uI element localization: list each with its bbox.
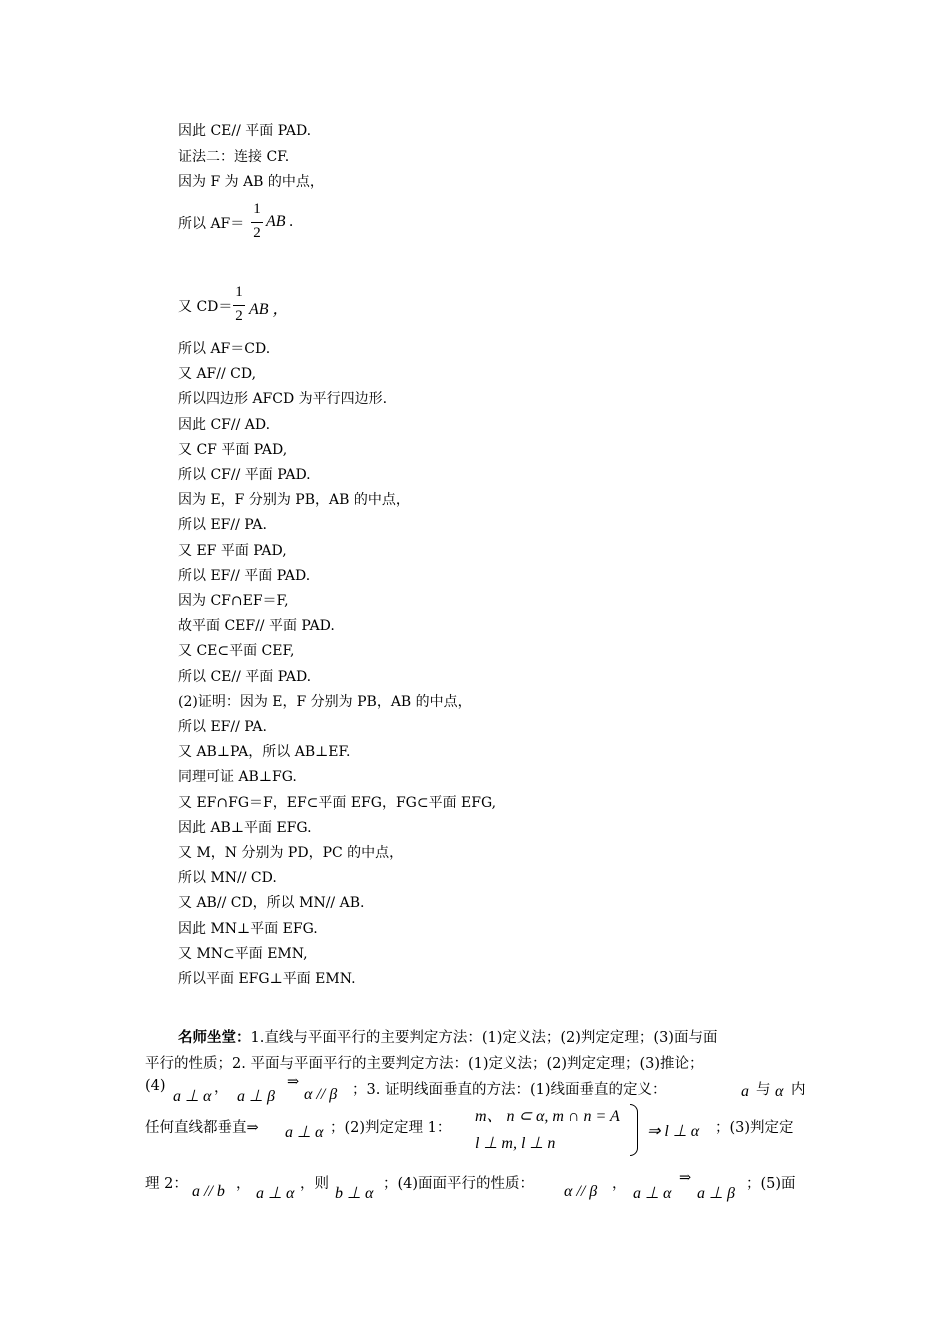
- proof-line: 所以 CE// 平面 PAD.: [178, 669, 312, 685]
- fraction-bar: [251, 222, 263, 223]
- implies-symbol: ⇒: [679, 1170, 692, 1186]
- comma: ，: [214, 1080, 229, 1096]
- summary-line-5-then: ，则: [300, 1176, 329, 1192]
- proof-line: 又 AB⊥PA，所以 AB⊥EF.: [178, 744, 351, 760]
- proof-line: 因此 AB⊥平面 EFG.: [178, 820, 312, 836]
- proof-line: 因为 CF∩EF＝F,: [178, 593, 289, 609]
- implies-symbol: ⇒: [287, 1074, 300, 1090]
- summary-text: 1.直线与平面平行的主要判定方法：(1)定义法；(2)判定定理；(3)面与面: [250, 1030, 718, 1046]
- proof-line: 因此 CF// AD.: [178, 417, 271, 433]
- fraction-suffix: AB .: [266, 213, 294, 230]
- math-a-perp-beta: a ⊥ β: [697, 1185, 735, 1202]
- summary-line-3-nei: 内: [791, 1082, 806, 1098]
- math-a-perp-beta: a ⊥ β: [237, 1088, 275, 1105]
- proof-line: 又 EF∩FG＝F，EF⊂平面 EFG，FG⊂平面 EFG,: [178, 795, 497, 811]
- summary-heading: 名师坐堂：: [178, 1029, 251, 1046]
- proof-line: 又 AF// CD,: [178, 366, 257, 382]
- fraction-numerator: 1: [253, 201, 261, 217]
- comma: ，: [612, 1176, 627, 1192]
- system-condition-top: m、 n ⊂ α, m ∩ n = A: [475, 1108, 620, 1125]
- proof-line: 又 EF 平面 PAD,: [178, 543, 287, 559]
- math-a-perp-alpha: a ⊥ α: [633, 1185, 672, 1202]
- comma: ，: [236, 1176, 251, 1192]
- system-condition-bottom: l ⊥ m, l ⊥ n: [475, 1135, 556, 1152]
- proof-line: 所以 EF// PA.: [178, 517, 267, 533]
- summary-line-5-start: 理 2：: [145, 1176, 188, 1192]
- proof-line: 证法二：连接 CF.: [178, 149, 290, 165]
- proof-line: 因此 CE// 平面 PAD.: [178, 123, 312, 139]
- proof-line: 所以 EF// PA.: [178, 719, 267, 735]
- math-a-perp-alpha: a ⊥ α: [285, 1124, 324, 1141]
- summary-line-3-start: (4): [145, 1078, 166, 1094]
- math-alpha: α: [775, 1083, 784, 1100]
- summary-line-5-property: ；(4)面面平行的性质：: [383, 1176, 535, 1192]
- summary-line-2: 平行的性质；2. 平面与平面平行的主要判定方法：(1)定义法；(2)判定定理；(3)推论；: [145, 1056, 704, 1072]
- fraction-denominator: 2: [235, 308, 243, 324]
- fraction-bar: [233, 305, 245, 306]
- proof-line: 因此 MN⊥平面 EFG.: [178, 921, 318, 937]
- proof-line: 又 AB// CD，所以 MN// AB.: [178, 895, 365, 911]
- proof-line: 因为 E，F 分别为 PB，AB 的中点，: [178, 492, 410, 508]
- fraction-suffix: AB ，: [249, 301, 289, 318]
- fraction-denominator: 2: [253, 225, 261, 241]
- proof-line: 所以四边形 AFCD 为平行四边形.: [178, 391, 388, 407]
- fraction-line-prefix: 又 CD＝: [178, 299, 233, 315]
- math-a: a: [741, 1083, 749, 1100]
- math-alpha-parallel-beta: α // β: [304, 1086, 338, 1103]
- math-a-parallel-b: a // b: [192, 1183, 225, 1200]
- proof-line: 所以 CF// 平面 PAD.: [178, 467, 311, 483]
- proof-line: 又 MN⊂平面 EMN,: [178, 946, 308, 962]
- summary-line-3-yu: 与: [756, 1082, 771, 1098]
- proof-line: 又 M，N 分别为 PD，PC 的中点，: [178, 845, 404, 861]
- right-brace: [630, 1104, 638, 1156]
- math-alpha-parallel-beta: α // β: [564, 1183, 598, 1200]
- proof-line: 又 CF 平面 PAD,: [178, 442, 288, 458]
- fraction-line-prefix: 所以 AF＝: [178, 216, 245, 232]
- proof-line: 故平面 CEF// 平面 PAD.: [178, 618, 335, 634]
- proof-line: 所以 AF＝CD.: [178, 341, 271, 357]
- math-l-perp-alpha: ⇒ l ⊥ α: [647, 1123, 700, 1140]
- math-a-perp-alpha: a ⊥ α: [173, 1088, 212, 1105]
- summary-line-5-end: ；(5)面: [746, 1176, 796, 1192]
- proof-line: 又 CE⊂平面 CEF,: [178, 643, 295, 659]
- proof-line: 所以 EF// 平面 PAD.: [178, 568, 311, 584]
- summary-line-4-start: 任何直线都垂直⇒: [145, 1120, 259, 1136]
- math-a-perp-alpha: a ⊥ α: [256, 1185, 295, 1202]
- proof-line: (2)证明：因为 E，F 分别为 PB，AB 的中点，: [178, 694, 472, 710]
- fraction-numerator: 1: [235, 284, 243, 300]
- proof-line: 所以平面 EFG⊥平面 EMN.: [178, 971, 356, 987]
- summary-line-1: [178, 1026, 717, 1047]
- proof-line: 所以 MN// CD.: [178, 870, 277, 886]
- proof-line: 因为 F 为 AB 的中点，: [178, 174, 324, 190]
- summary-line-4-end: ；(3)判定定: [715, 1120, 794, 1136]
- summary-line-4-theorem1: ；(2)判定定理 1：: [330, 1120, 452, 1136]
- summary-line-3-text: ；3. 证明线面垂直的方法：(1)线面垂直的定义：: [352, 1082, 667, 1098]
- math-b-perp-alpha: b ⊥ α: [335, 1185, 374, 1202]
- proof-line: 同理可证 AB⊥FG.: [178, 769, 297, 785]
